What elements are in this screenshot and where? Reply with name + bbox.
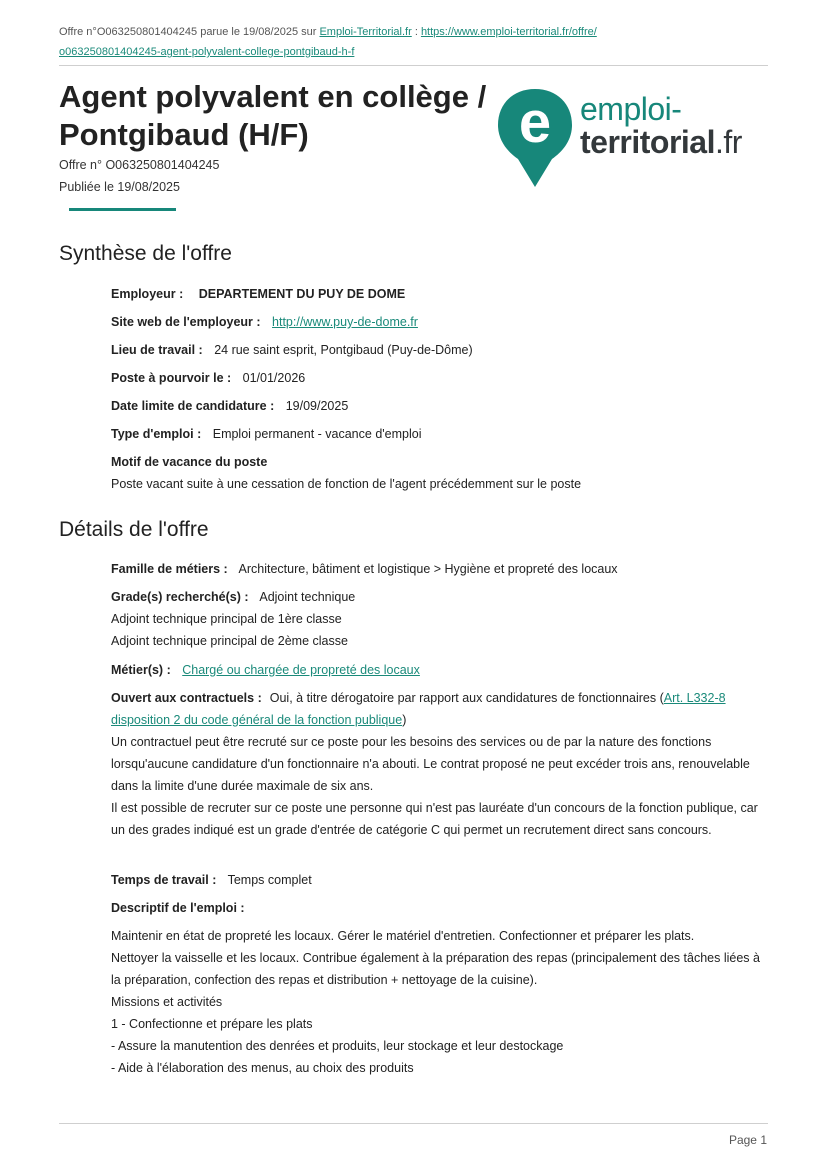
legal-article-link[interactable]: Art. L332-8 disposition 2 du code général de la fonction publique: [111, 691, 726, 727]
field-label: Motif de vacance du poste: [111, 455, 268, 469]
logo-text-bottom: [580, 124, 742, 160]
contractuels-intro: [111, 687, 767, 731]
field-label: Site web de l'employeur :: [111, 315, 261, 329]
descriptif-line: Nettoyer la vaisselle et les locaux. Contribue également à la préparation des repas (principalement des tâches liées à la préparation, confection des repas et distribution + nettoyage de la cuisine).: [111, 951, 760, 987]
field-value: 24 rue saint esprit, Pontgibaud (Puy-de-Dôme): [214, 343, 473, 357]
field-poste: [111, 367, 767, 389]
field-value: Poste vacant suite à une cessation de fonction de l'agent précédemment sur le poste: [111, 477, 582, 491]
field-metiers: [111, 659, 767, 681]
footer-divider: [59, 1123, 768, 1124]
field-label: Descriptif de l'emploi :: [111, 901, 245, 915]
emploi-territorial-logo: [496, 86, 766, 190]
field-famille: [111, 558, 767, 580]
section-heading-details: Détails de l'offre: [59, 518, 209, 541]
field-value: 01/01/2026: [242, 371, 306, 385]
field-label: Poste à pourvoir le :: [111, 371, 232, 385]
field-value: Temps complet: [227, 873, 312, 887]
grade-item: Adjoint technique: [259, 590, 356, 604]
source-note-separator: :: [411, 26, 421, 38]
field-date-limite: [111, 395, 767, 417]
employer-website-link[interactable]: http://www.puy-de-dome.fr: [272, 315, 418, 329]
metier-link[interactable]: Chargé ou chargée de propreté des locaux: [182, 663, 420, 677]
page-title: Agent polyvalent en collège / Pontgibaud (H/F): [59, 79, 487, 152]
field-label: Lieu de travail :: [111, 343, 203, 357]
descriptif-line: Maintenir en état de propreté les locaux. Gérer le matériel d'entretien. Confectionner et préparer les plats.: [111, 929, 695, 943]
logo-text-main: territorial: [580, 124, 715, 160]
field-lieu: [111, 339, 767, 361]
field-employeur: [111, 283, 767, 305]
field-value: 19/09/2025: [285, 399, 349, 413]
field-label: Type d'emploi :: [111, 427, 202, 441]
grade-item: Adjoint technique principal de 2ème classe: [111, 634, 348, 648]
field-site-web: [111, 311, 767, 333]
descriptif-line: 1 - Confectionne et prépare les plats: [111, 1017, 313, 1031]
page-number: Page 1: [728, 1133, 767, 1147]
title-accent-bar: [69, 208, 176, 211]
contractuels-paragraph: Un contractuel peut être recruté sur ce poste pour les besoins des services ou de par la nature des fonctions lorsqu'aucune candidature d'un fonctionnaire n'a abouti. Le contrat proposé ne peut excéder trois ans, renouvelable dans la limite d'une durée maximale de six ans.: [111, 735, 750, 793]
field-label: Employeur :: [111, 287, 184, 301]
descriptif-line: - Assure la manutention des denrées et produits, leur stockage et leur destockage: [111, 1039, 564, 1053]
source-note: [59, 22, 599, 62]
field-contractuels: [111, 687, 767, 841]
grade-item: Adjoint technique principal de 1ère classe: [111, 612, 342, 626]
source-note-prefix: Offre n°O063250801404245 parue le 19/08/2025 sur: [59, 26, 317, 38]
descriptif-line: Missions et activités: [111, 995, 223, 1009]
field-value: DEPARTEMENT DU PUY DE DOME: [198, 287, 406, 301]
logo-text-top: emploi-: [580, 91, 682, 127]
field-motif: [111, 451, 767, 495]
field-label: Temps de travail :: [111, 873, 217, 887]
field-descriptif: [111, 897, 767, 1079]
field-value: Architecture, bâtiment et logistique > Hygiène et propreté des locaux: [238, 562, 618, 576]
map-pin-e-icon: [496, 86, 574, 190]
contractuels-intro-text: Oui, à titre dérogatoire par rapport aux candidatures de fonctionnaires (: [269, 691, 664, 705]
field-grades: [111, 586, 767, 652]
publication-date: Publiée le 19/08/2025: [59, 180, 180, 194]
svg-text:e: e: [518, 90, 552, 155]
section-heading-synthese: Synthèse de l'offre: [59, 242, 232, 265]
source-url-link[interactable]: https://www.emploi-territorial.fr/offre/o063250801404245-agent-polyvalent-college-pontgibaud-h-f: [59, 26, 597, 58]
field-label: Grade(s) recherché(s) :: [111, 590, 249, 604]
descriptif-line: - Aide à l'élaboration des menus, au choix des produits: [111, 1061, 414, 1075]
contractuels-paragraph: Il est possible de recruter sur ce poste une personne qui n'est pas lauréate d'un concours de la fonction publique, car un des grades indiqué est un grade d'entrée de catégorie C qui permet un recrutement direct sans concours.: [111, 801, 758, 837]
field-label: Ouvert aux contractuels :: [111, 691, 262, 705]
field-value: Emploi permanent - vacance d'emploi: [212, 427, 422, 441]
field-type-emploi: [111, 423, 767, 445]
top-divider: [59, 65, 768, 66]
source-site-link[interactable]: Emploi-Territorial.fr: [319, 26, 412, 38]
field-label: Date limite de candidature :: [111, 399, 275, 413]
logo-text-tld: .fr: [714, 124, 742, 160]
field-label: Famille de métiers :: [111, 562, 228, 576]
field-temps: [111, 869, 767, 891]
offer-number: Offre n° O063250801404245: [59, 158, 220, 172]
field-label: Métier(s) :: [111, 663, 171, 677]
contractuels-close: ): [402, 713, 407, 727]
